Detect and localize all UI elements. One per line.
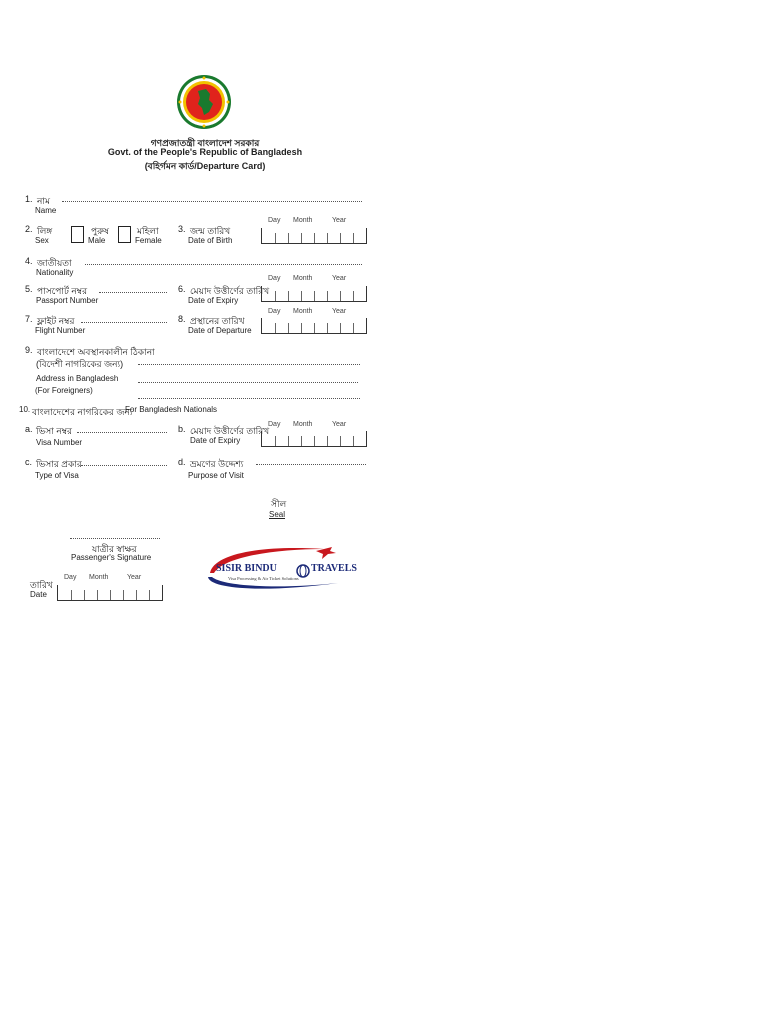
fc-label-bn: ভিসার প্রকার	[36, 459, 82, 469]
expiry-date-box[interactable]	[261, 286, 367, 302]
f6-label-bn: মেয়াদ উত্তীর্ণের তারিখ	[190, 286, 270, 296]
seal-label-bn: সীল	[271, 499, 287, 509]
header-bn-title: গণপ্রজাতন্ত্রী বাংলাদেশ সরকার	[150, 138, 260, 148]
f7-number: 7.	[25, 314, 33, 324]
fb-number: b.	[178, 424, 186, 434]
fc-number: c.	[25, 457, 33, 467]
female-label-bn: মহিলা	[137, 226, 159, 236]
female-label-en: Female	[135, 236, 162, 245]
dob-date-box[interactable]	[261, 228, 367, 244]
f8-label-en: Date of Departure	[188, 326, 252, 335]
f2-label-bn: লিঙ্গ	[37, 226, 53, 236]
departure-month-header: Month	[293, 308, 313, 315]
signature-label-en: Passenger's Signature	[71, 553, 152, 562]
f4-number: 4.	[25, 256, 33, 266]
address-line-2[interactable]	[138, 382, 358, 383]
visa-type-field[interactable]	[81, 465, 167, 466]
f6-label-en: Date of Expiry	[188, 296, 239, 305]
f9-number: 9.	[25, 345, 33, 355]
date-label-bn: তারিখ	[30, 580, 53, 590]
f6-number: 6.	[178, 284, 186, 294]
f7-label-bn: ফ্লাইট নম্বর	[37, 316, 75, 326]
fb-label-en: Date of Expiry	[190, 436, 241, 445]
f9-label-en2: (For Foreigners)	[35, 386, 93, 395]
date-box[interactable]	[57, 585, 163, 601]
male-checkbox[interactable]	[71, 226, 84, 243]
fa-number: a.	[25, 424, 33, 434]
f5-number: 5.	[25, 284, 33, 294]
fc-label-en: Type of Visa	[35, 471, 79, 480]
male-label-bn: পুরুষ	[91, 226, 109, 236]
flight-number-field[interactable]	[81, 322, 167, 323]
visa-expiry-year-header: Year	[332, 421, 347, 428]
f10-number: 10.	[19, 405, 31, 414]
f9-label-en: Address in Bangladesh	[36, 374, 119, 383]
seal-label-en: Seal	[269, 510, 286, 519]
f8-number: 8.	[178, 314, 186, 324]
visa-number-field[interactable]	[77, 432, 167, 433]
f2-number: 2.	[25, 224, 33, 234]
logo-text-1: SISIR BINDU	[216, 563, 277, 574]
logo-text-2: TRAVELS	[311, 563, 357, 574]
visa-expiry-day-header: Day	[268, 421, 281, 428]
passport-number-field[interactable]	[99, 292, 167, 293]
male-label-en: Male	[88, 236, 106, 245]
fd-label-bn: ভ্রমণের উদ্দেশ্য	[190, 459, 244, 469]
female-checkbox[interactable]	[118, 226, 131, 243]
logo-tagline: Visa Processing & Air Ticket Solutions	[228, 576, 299, 581]
f3-label-en: Date of Birth	[188, 236, 233, 245]
dob-year-header: Year	[332, 217, 347, 224]
f5-label-en: Passport Number	[36, 296, 99, 305]
fa-label-bn: ভিসা নম্বর	[36, 426, 72, 436]
expiry-month-header: Month	[293, 275, 313, 282]
address-line-3[interactable]	[138, 398, 360, 399]
f3-number: 3.	[178, 224, 186, 234]
date-label-en: Date	[30, 590, 47, 599]
visa-expiry-month-header: Month	[293, 421, 313, 428]
signature-line[interactable]	[70, 538, 160, 539]
f5-label-bn: পাসপোর্ট নম্বর	[37, 286, 88, 296]
f2-label-en: Sex	[35, 236, 49, 245]
f1-number: 1.	[25, 194, 33, 204]
f1-label-en: Name	[35, 206, 57, 215]
departure-date-box[interactable]	[261, 318, 367, 334]
bangladesh-emblem	[176, 74, 232, 130]
dob-month-header: Month	[293, 217, 313, 224]
departure-day-header: Day	[268, 308, 281, 315]
address-line-1[interactable]	[138, 364, 360, 365]
f4-label-en: Nationality	[36, 268, 74, 277]
name-field[interactable]	[62, 201, 362, 202]
date-year-header: Year	[127, 574, 142, 581]
f4-label-bn: জাতীয়তা	[37, 258, 72, 268]
f7-label-en: Flight Number	[35, 326, 86, 335]
f10-label-bn: বাংলাদেশের নাগরিকের জন্য	[32, 407, 133, 417]
header-subtitle: (বহির্গমন কার্ড/Departure Card)	[144, 161, 266, 171]
f3-label-bn: জন্ম তারিখ	[190, 226, 231, 236]
purpose-field[interactable]	[256, 464, 366, 465]
fa-label-en: Visa Number	[36, 438, 83, 447]
signature-label-bn: যাত্রীর স্বাক্ষর	[92, 544, 137, 554]
f9-label-bn: বাংলাদেশে অবস্থানকালীন ঠিকানা	[37, 347, 155, 357]
date-day-header: Day	[64, 574, 77, 581]
f9-label-bn2: (বিদেশী নাগরিকের জন্য)	[36, 359, 124, 369]
f8-label-bn: প্রস্থানের তারিখ	[190, 316, 245, 326]
fd-label-en: Purpose of Visit	[188, 471, 244, 480]
header-title: Govt. of the People's Republic of Bangladesh	[107, 147, 303, 157]
nationality-field[interactable]	[85, 264, 362, 265]
sisir-bindu-travels-logo	[204, 543, 357, 595]
expiry-year-header: Year	[332, 275, 347, 282]
fd-number: d.	[178, 457, 186, 467]
f1-label-bn: নাম	[37, 196, 50, 206]
expiry-day-header: Day	[268, 275, 281, 282]
date-month-header: Month	[89, 574, 109, 581]
dob-day-header: Day	[268, 217, 281, 224]
fb-label-bn: মেয়াদ উত্তীর্ণের তারিখ	[190, 426, 270, 436]
visa-expiry-date-box[interactable]	[261, 431, 367, 447]
departure-year-header: Year	[332, 308, 347, 315]
f10-label-en: For Bangladesh Nationals	[125, 405, 218, 414]
